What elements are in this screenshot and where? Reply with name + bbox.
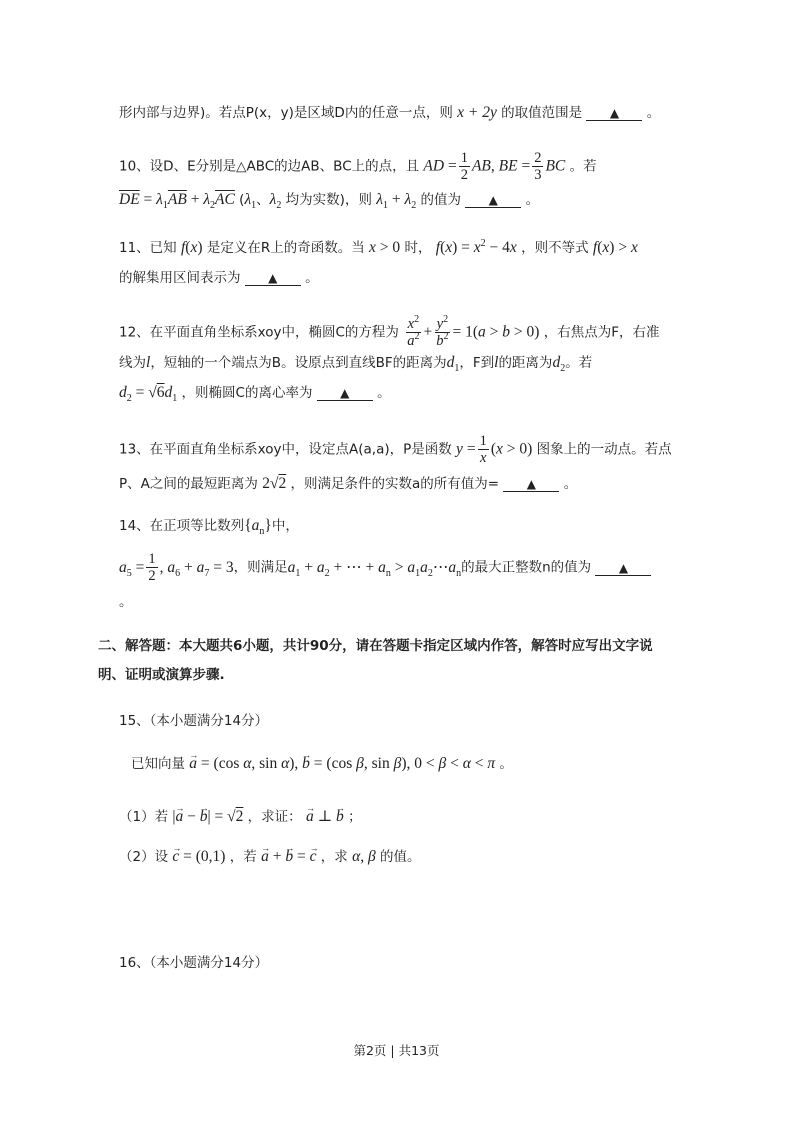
answer-blank[interactable]: ▲: [317, 386, 373, 401]
section-heading: 二、解答题：本大题共6小题，共计90分，请在答题卡指定区域内作答，解答时应写出文字说: [98, 638, 653, 654]
section-heading-cont: 明、证明或演算步骤.: [98, 667, 225, 683]
q12-line3: $d_2 = √6d_1$ ，则椭圆C的离心率为 ▲ 。: [119, 384, 391, 405]
q11-line1: 11、已知 f(x) 是定义在R上的奇函数。当 x > 0 时， $f(x) = x^2 - 4x$ ，则不等式 f(x) > x: [119, 237, 638, 256]
answer-blank[interactable]: ▲: [245, 271, 301, 286]
answer-blank[interactable]: ▲: [595, 561, 651, 576]
page-footer: 第2页 | 共13页: [353, 1043, 440, 1058]
q9-expr: x + 2y: [457, 104, 497, 121]
q14-line2: $a_5$ = $\frac{1}{2}$ , $a_6 + a_7 = 3$，则满足$a_1 + a_2$ + ⋯ + $a_n$ > $a_1a_2\cdots a_n$的最大正整数n的值为 ▲: [119, 551, 651, 584]
q14-line3: 。: [119, 594, 133, 610]
fraction: $\frac{x^2}{a^2}$: [407, 314, 420, 349]
q9-line: 形内部与边界)。若点P(x，y)是区域D内的任意一点，则 x + 2y 的取值范围是 ▲ 。: [119, 104, 661, 121]
q12-distance-relation: $d_2 = √6d_1$: [119, 384, 178, 405]
q15-part2: （2）设 → c = (0,1) ，若 → a + → b = → c ，求 α, β 的值。: [119, 847, 420, 867]
q15-part1: （1）若 |→ a − → b| = √2 ，求证： → a ⊥ → b ；: [119, 807, 362, 827]
fraction: $\frac{1}{2}$: [148, 551, 156, 584]
q11-line2: 的解集用区间表示为 ▲ 。: [119, 270, 319, 286]
q10-vector-equation: $\overline{DE} = \lambda_1\overline{AB} + \lambda_2\overline{AC}$: [119, 191, 235, 212]
answer-blank[interactable]: ▲: [503, 477, 559, 492]
fraction: $\frac{2}{3}$: [534, 150, 542, 183]
fraction: $\frac{1}{2}$: [460, 150, 468, 183]
q14-line1: 14、在正项等比数列$\{a_n\}$中，: [119, 517, 299, 538]
q13-line1: 13、在平面直角坐标系xoy中，设定点A(a,a)，P是函数 y = $\frac{1}{x}$ (x > 0) 图象上的一动点。若点: [119, 433, 672, 466]
q10-line2: $\overline{DE} = \lambda_1\overline{AB} + \lambda_2\overline{AC}$ ($\lambda_1$、$\lambda_2$ 均为实数)，则 $\lambda_1 + \lambda_2$ 的值为 ▲ 。: [119, 191, 540, 212]
q16-title: 16、（本小题满分14分）: [119, 955, 269, 971]
q10-condition: AD =: [423, 157, 457, 175]
q12-line1: 12、在平面直角坐标系xoy中，椭圆C的方程为 $\frac{x^2}{a^2}$ + $\frac{y^2}{b^2}$ = 1(a > b > 0) ，右焦点为F，右准: [119, 314, 660, 349]
q12-line2: 线为l，短轴的一个端点为B。设原点到直线BF的距离为$d_1$，F到l的距离为$d_2$。若: [119, 354, 593, 375]
q13-line2: P、A之间的最短距离为 2√2 ，则满足条件的实数a的所有值为= ▲ 。: [119, 475, 578, 492]
q15-vectors: → a = (cos α, sin α), → b = (cos β, sin β), 0 < β < α < π: [189, 755, 495, 772]
answer-blank[interactable]: ▲: [465, 193, 521, 208]
fraction: $\frac{1}{x}$: [479, 433, 487, 466]
q10-line1: 10、设D、E分别是△ABC的边AB、BC上的点，且 AD = $\frac{1}{2}$ AB, BE = $\frac{2}{3}$ BC 。若: [119, 150, 597, 183]
q11-function-def: $f(x) = x^2 - 4x$: [435, 237, 517, 256]
q15-title: 15、（本小题满分14分）: [119, 713, 269, 729]
q15-statement: 已知向量 → a = (cos α, sin α), → b = (cos β, sin β), 0 < β < α < π 。: [131, 754, 513, 774]
fraction: $\frac{y^2}{b^2}$: [436, 314, 449, 349]
answer-blank[interactable]: ▲: [586, 106, 642, 121]
